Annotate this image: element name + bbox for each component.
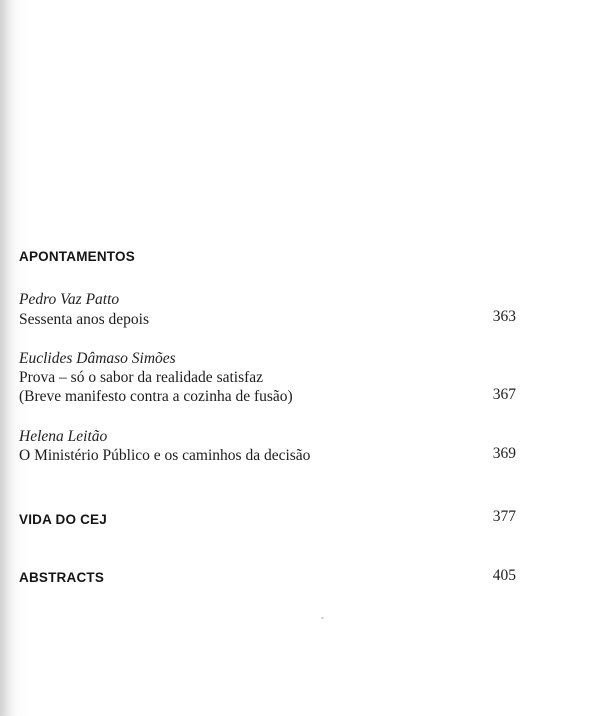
entry-page-number: 363 [492, 308, 516, 325]
entry-author: Pedro Vaz Patto [19, 291, 120, 308]
binding-shadow [0, 0, 14, 716]
entry-page-number: 369 [492, 445, 516, 462]
entry-author: Helena Leitão [19, 428, 108, 445]
entry-title-continuation: (Breve manifesto contra a cozinha de fusão) [19, 388, 293, 405]
section-heading-apontamentos: APONTAMENTOS [19, 249, 135, 264]
entry-title: Prova – só o sabor da realidade satisfaz [19, 369, 264, 386]
section-heading-abstracts: ABSTRACTS [19, 570, 105, 585]
paper-speck [321, 617, 324, 619]
entry-title: Sessenta anos depois [19, 311, 150, 328]
entry-author: Euclides Dâmaso Simões [19, 350, 176, 367]
section-heading-vida-do-cej: VIDA DO CEJ [19, 512, 107, 527]
entry-title: O Ministério Público e os caminhos da decisão [19, 447, 311, 464]
entry-page-number: 367 [492, 386, 516, 403]
section-page-number: 405 [492, 567, 516, 584]
section-page-number: 377 [492, 508, 516, 525]
